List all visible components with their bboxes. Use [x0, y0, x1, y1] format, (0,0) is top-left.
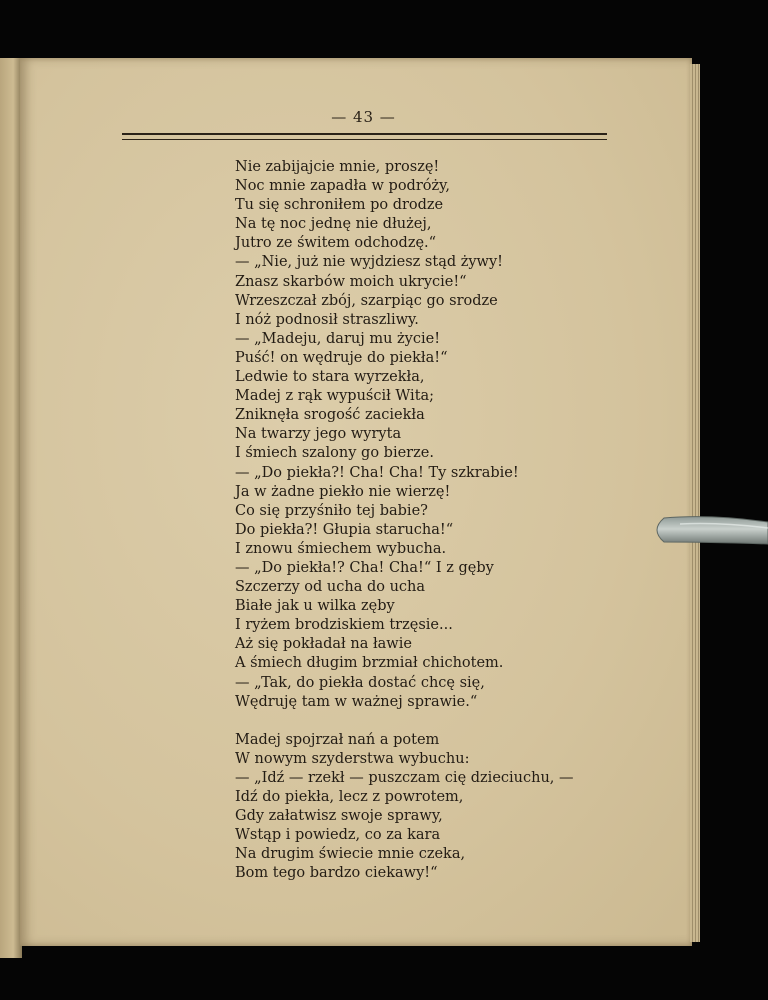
page-number: — 43 —: [331, 108, 396, 126]
poem-line: — „Idź — rzekł — puszczam cię dzieciuchu, —: [235, 770, 574, 786]
poem-line: Szczerzy od ucha do ucha: [235, 579, 426, 596]
poem-line: Tu się schroniłem po drodze: [235, 197, 444, 214]
ribbon-bookmark: [650, 512, 768, 548]
poem-line: Ledwie to stara wyrzekła,: [235, 369, 425, 386]
poem-line: Madej spojrzał nań a potem: [235, 731, 440, 748]
header-rule-thick: [122, 133, 607, 135]
poem-line: — „Do piekła?! Cha! Cha! Ty szkrabie!: [235, 464, 519, 481]
poem-line: Wrzeszczał zbój, szarpiąc go srodze: [235, 292, 498, 309]
poem-text: [235, 158, 574, 884]
poem-line: Na twarzy jego wyryta: [235, 426, 402, 443]
poem-line: Na drugim świecie mnie czeka,: [235, 846, 466, 863]
poem-line: Jutro ze świtem odchodzę.“: [235, 235, 437, 252]
poem-line: — „Nie, już nie wyjdziesz stąd żywy!: [235, 254, 503, 271]
poem-line: Zniknęła srogość zaciekła: [235, 407, 425, 424]
poem-line: Co się przyśniło tej babie?: [235, 502, 428, 519]
poem-line: Gdy załatwisz swoje sprawy,: [235, 808, 443, 825]
poem-line: A śmiech długim brzmiał chichotem.: [235, 655, 504, 672]
poem-line: — „Tak, do piekła dostać chcę się,: [235, 674, 485, 691]
poem-line: Idź do piekła, lecz z powrotem,: [235, 789, 464, 806]
poem-line: I znowu śmiechem wybucha.: [235, 540, 447, 557]
stanza-break: [235, 712, 574, 731]
poem-line: W nowym szyderstwa wybuchu:: [235, 750, 470, 767]
poem-line: Ja w żadne piekło nie wierzę!: [235, 483, 451, 500]
poem-line: Bom tego bardzo ciekawy!“: [235, 865, 438, 882]
poem-line: Do piekła?! Głupia starucha!“: [235, 521, 454, 538]
poem-line: I ryżem brodziskiem trzęsie...: [235, 617, 453, 634]
poem-line: Na tę noc jednę nie dłużej,: [235, 216, 432, 233]
page-stack-edges: [690, 64, 700, 942]
poem-line: Wędruję tam w ważnej sprawie.“: [235, 693, 478, 710]
poem-line: Wstąp i powiedz, co za kara: [235, 827, 441, 844]
header-rule-thin: [122, 139, 607, 140]
poem-line: Puść! on wędruje do piekła!“: [235, 349, 448, 366]
poem-line: — „Madeju, daruj mu życie!: [235, 330, 441, 347]
left-page-edge: [0, 58, 22, 958]
poem-line: Noc mnie zapadła w podróży,: [235, 178, 451, 195]
poem-line: I śmiech szalony go bierze.: [235, 445, 434, 462]
poem-line: I nóż podnosił straszliwy.: [235, 311, 419, 328]
poem-line: — „Do piekła!? Cha! Cha!“ I z gęby: [235, 559, 494, 576]
poem-line: Aż się pokładał na ławie: [235, 636, 412, 653]
poem-line: Nie zabijajcie mnie, proszę!: [235, 159, 440, 175]
poem-line: Madej z rąk wypuścił Wita;: [235, 388, 435, 405]
poem-line: Białe jak u wilka zęby: [235, 598, 395, 615]
poem-line: Znasz skarbów moich ukrycie!“: [235, 273, 467, 290]
